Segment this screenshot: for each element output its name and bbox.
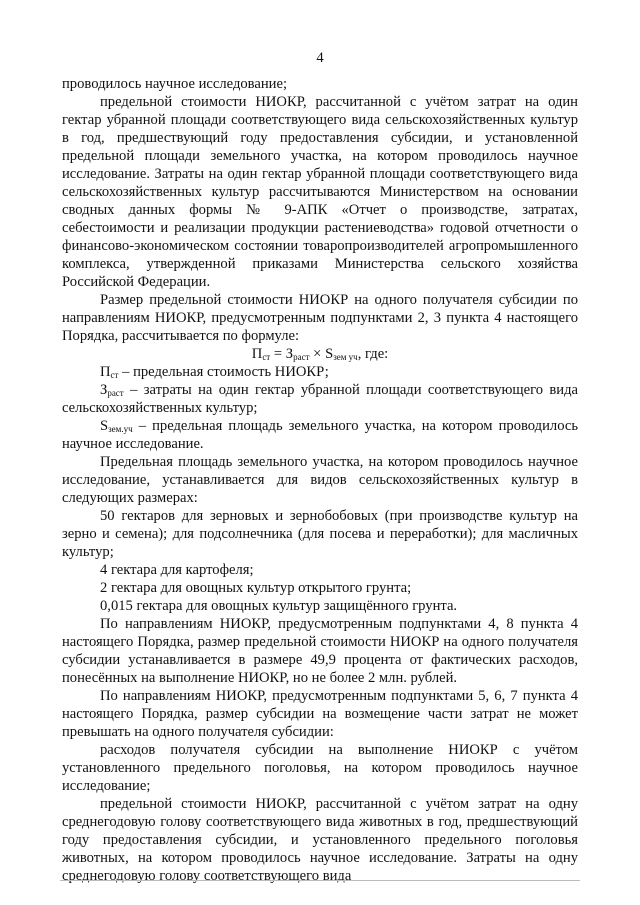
paragraph: предельной стоимости НИОКР, рассчитанной с учётом затрат на один гектар убранной площади соответствующего вида сельскохозяйственных культур в год, предшествующий году предоставления субсидии, и установленной предельной площади земельного участка, на котором проводилось научное исследование. Затраты на один гектар убранной площади соответствующего вида сельскохозяйственных культур рассчитываются Министерством на основании сводных данных формы № 9-АПК «Отчет о производстве, затратах, себестоимости и реализации продукции растениеводства» годовой отчетности о финансово-экономическом состоянии товаропроизводителей агропромышленного комплекса, утвержденной приказами Министерства сельского хозяйства Российской Федерации. [62,94,578,290]
formula-symbol-z: З [285,346,294,362]
paragraph: Предельная площадь земельного участка, на котором проводилось научное исследование, устанавливается для видов сельскохозяйственных культур в следующих размерах: [62,454,578,506]
paragraph: По направлениям НИОКР, предусмотренным подпунктами 5, 6, 7 пункта 4 настоящего Порядка, размер субсидии на возмещение части затрат не может превышать на одного получателя субсидии: [62,688,578,740]
definition-z: $З_{раст}$ – затраты на один гектар убранной площади соответствующего вида сельскохозяйственных культур; [62,382,578,416]
formula-subscript: ст [262,352,271,362]
paragraph: предельной стоимости НИОКР, рассчитанной с учётом затрат на одну среднегодовую голову соответствующего вида животных в год, предшествующий году предоставления субсидии, и установленного предельного поголовья животных, на котором проводилось научное исследование. Затраты на одну среднегодовую голову соответствующего вида [62,796,578,884]
definition-p: $П_{ст}$ – предельная стоимость НИОКР; [100,364,329,380]
formula-subscript: раст [293,352,310,362]
formula-subscript: зем уч [333,352,358,362]
formula-symbol-s: S [325,346,334,362]
formula-symbol-p: П [251,346,263,362]
list-item: 4 гектара для картофеля; [100,562,254,578]
list-item: 2 гектара для овощных культур открытого грунта; [100,580,412,596]
list-item: 50 гектаров для зерновых и зернобобовых (при производстве культур на зерно и семена); для подсолнечника (для посева и переработки); для масличных культур; [62,508,578,560]
document-body [62,75,578,885]
formula: $П_{ст} = З_{раст} \times S_{зем уч}$, где: [251,346,389,362]
list-item: 0,015 гектара для овощных культур защищённого грунта. [100,598,458,614]
paragraph: проводилось научное исследование; [62,76,288,92]
page-number: 4 [316,50,324,66]
paragraph: Размер предельной стоимости НИОКР на одного получателя субсидии по направлениям НИОКР, предусмотренным подпунктами 2, 3 пункта 4 настоящего Порядка, рассчитывается по формуле: [62,292,578,344]
page-bottom-rule [60,880,580,881]
paragraph: расходов получателя субсидии на выполнение НИОКР с учётом установленного предельного поголовья, на котором проводилось научное исследование; [62,742,578,794]
paragraph: По направлениям НИОКР, предусмотренным подпунктами 4, 8 пункта 4 настоящего Порядка, размер предельной стоимости НИОКР на одного получателя субсидии устанавливается в размере 49,9 процента от фактических расходов, понесённых на выполнение НИОКР, но не более 2 млн. рублей. [62,616,578,686]
definition-s: $S_{зем.уч}$ – предельная площадь земельного участка, на котором проводилось научное исследование. [62,418,578,452]
